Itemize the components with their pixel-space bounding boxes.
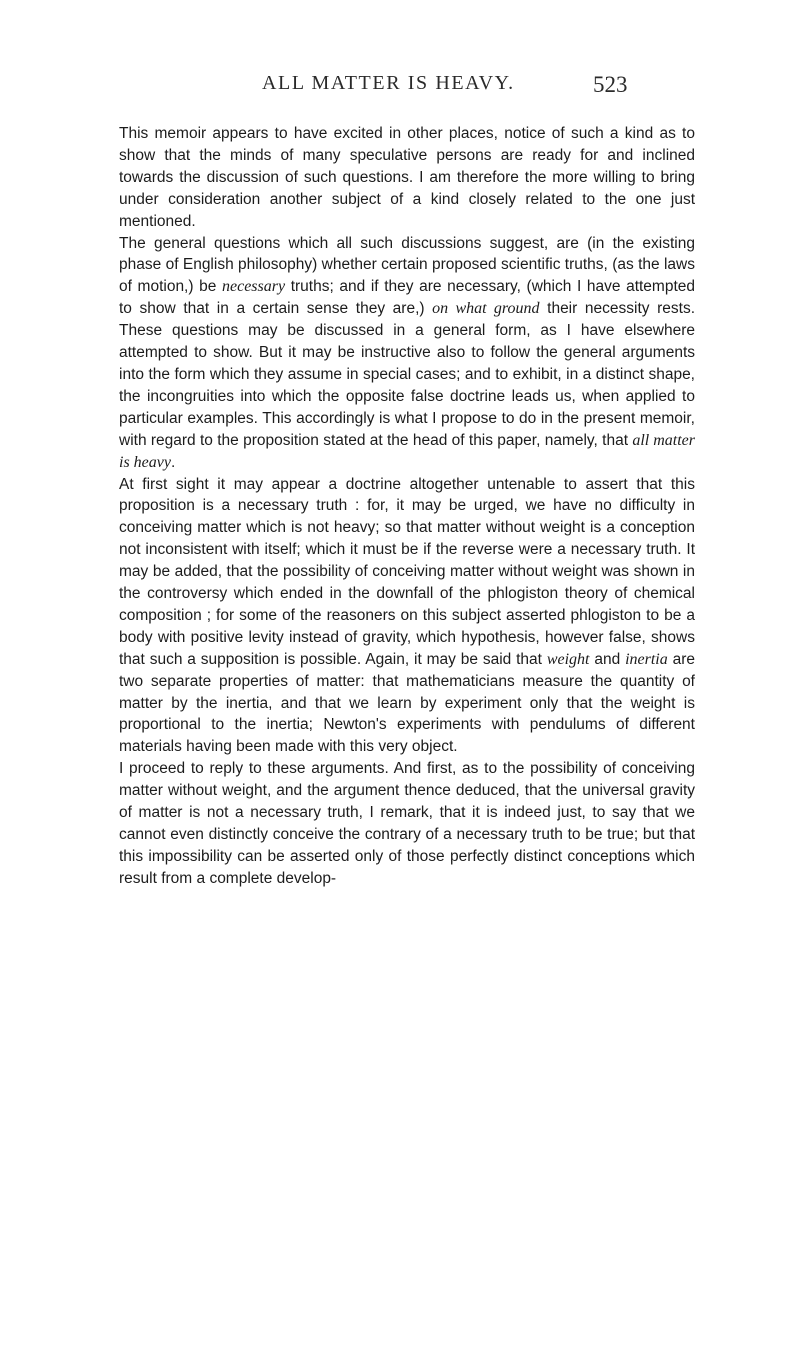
running-head (0, 72, 800, 102)
text-run: I proceed to reply to these arguments. And first, as to the possibility of conceiving matter without weight, and the argument thence deduced, that the universal gravity of matter is not a necessary truth, I remark, that it is indeed just, to say that we cannot even distinctly conceive the contrary of a necessary truth to be true; but that this impossibility can be asserted only of those perfectly distinct conceptions which result from a complete develop- (119, 760, 695, 887)
page-number: 523 (593, 72, 628, 97)
text-run: their necessity rests. These questions may be discussed in a general form, as I have elsewhere attempted to show. But it may be instructive also to follow the general arguments into the form which they assume in special cases; and to exhibit, in a distinct shape, the incongruities into which the opposite false doctrine leads us, when applied to particular examples. This accordingly is what I propose to do in the present memoir, with regard to the proposition stated at the head of this paper, namely, that (119, 300, 696, 449)
paragraph (119, 123, 695, 233)
text-run: The general questions which all such discussions suggest, are (in the existing phase of English philosophy) whether certain proposed scientific truths, (as the laws of motion,) be (119, 234, 695, 296)
paragraph (119, 233, 695, 474)
italic-text: inertia (625, 650, 668, 668)
body-text (119, 123, 695, 890)
italic-text: all matter is heavy (119, 431, 695, 471)
paragraph (119, 474, 695, 759)
text-run: truths; and if they are necessary, (which I have attempted to show that in a certain sense they are,) (119, 278, 696, 318)
text-run: . (170, 453, 176, 471)
running-title: ALL MATTER IS HEAVY. (262, 72, 515, 94)
text-run: At first sight it may appear a doctrine altogether untenable to assert that this proposition is a necessary truth : for, it may be urged, we have no difficulty in conceiving matter which is not heavy; so that matter without weight is a conception not inconsistent with itself; which it must be if the reverse were a necessary truth. It may be added, that the possibility of conceiving matter without weight was shown in the controversy which ended in the downfall of the phlogiston theory of chemical composition ; for some of the reasoners on this subject asserted phlogiston to be a body with positive levity instead of gravity, which hypothesis, however false, shows that such a supposition is possible. Again, it may be said that (119, 475, 695, 668)
italic-text: weight (546, 650, 590, 668)
text-run: are two separate properties of matter: that mathematicians measure the quantity of matter by the inertia, and that we learn by experiment only that the weight is proportional to the inertia; Newton's experiments with pendulums of different materials having been made with this very object. (119, 650, 695, 756)
paragraph (119, 758, 695, 889)
text-run: and (589, 650, 626, 668)
italic-text: on what ground (432, 300, 540, 318)
italic-text: necessary (222, 278, 286, 296)
text-run: This memoir appears to have excited in other places, notice of such a kind as to show that the minds of many speculative persons are ready for and inclined towards the discussion of such questions. I am therefore the more willing to bring under consideration another subject of a kind closely related to the one just mentioned. (119, 125, 695, 230)
